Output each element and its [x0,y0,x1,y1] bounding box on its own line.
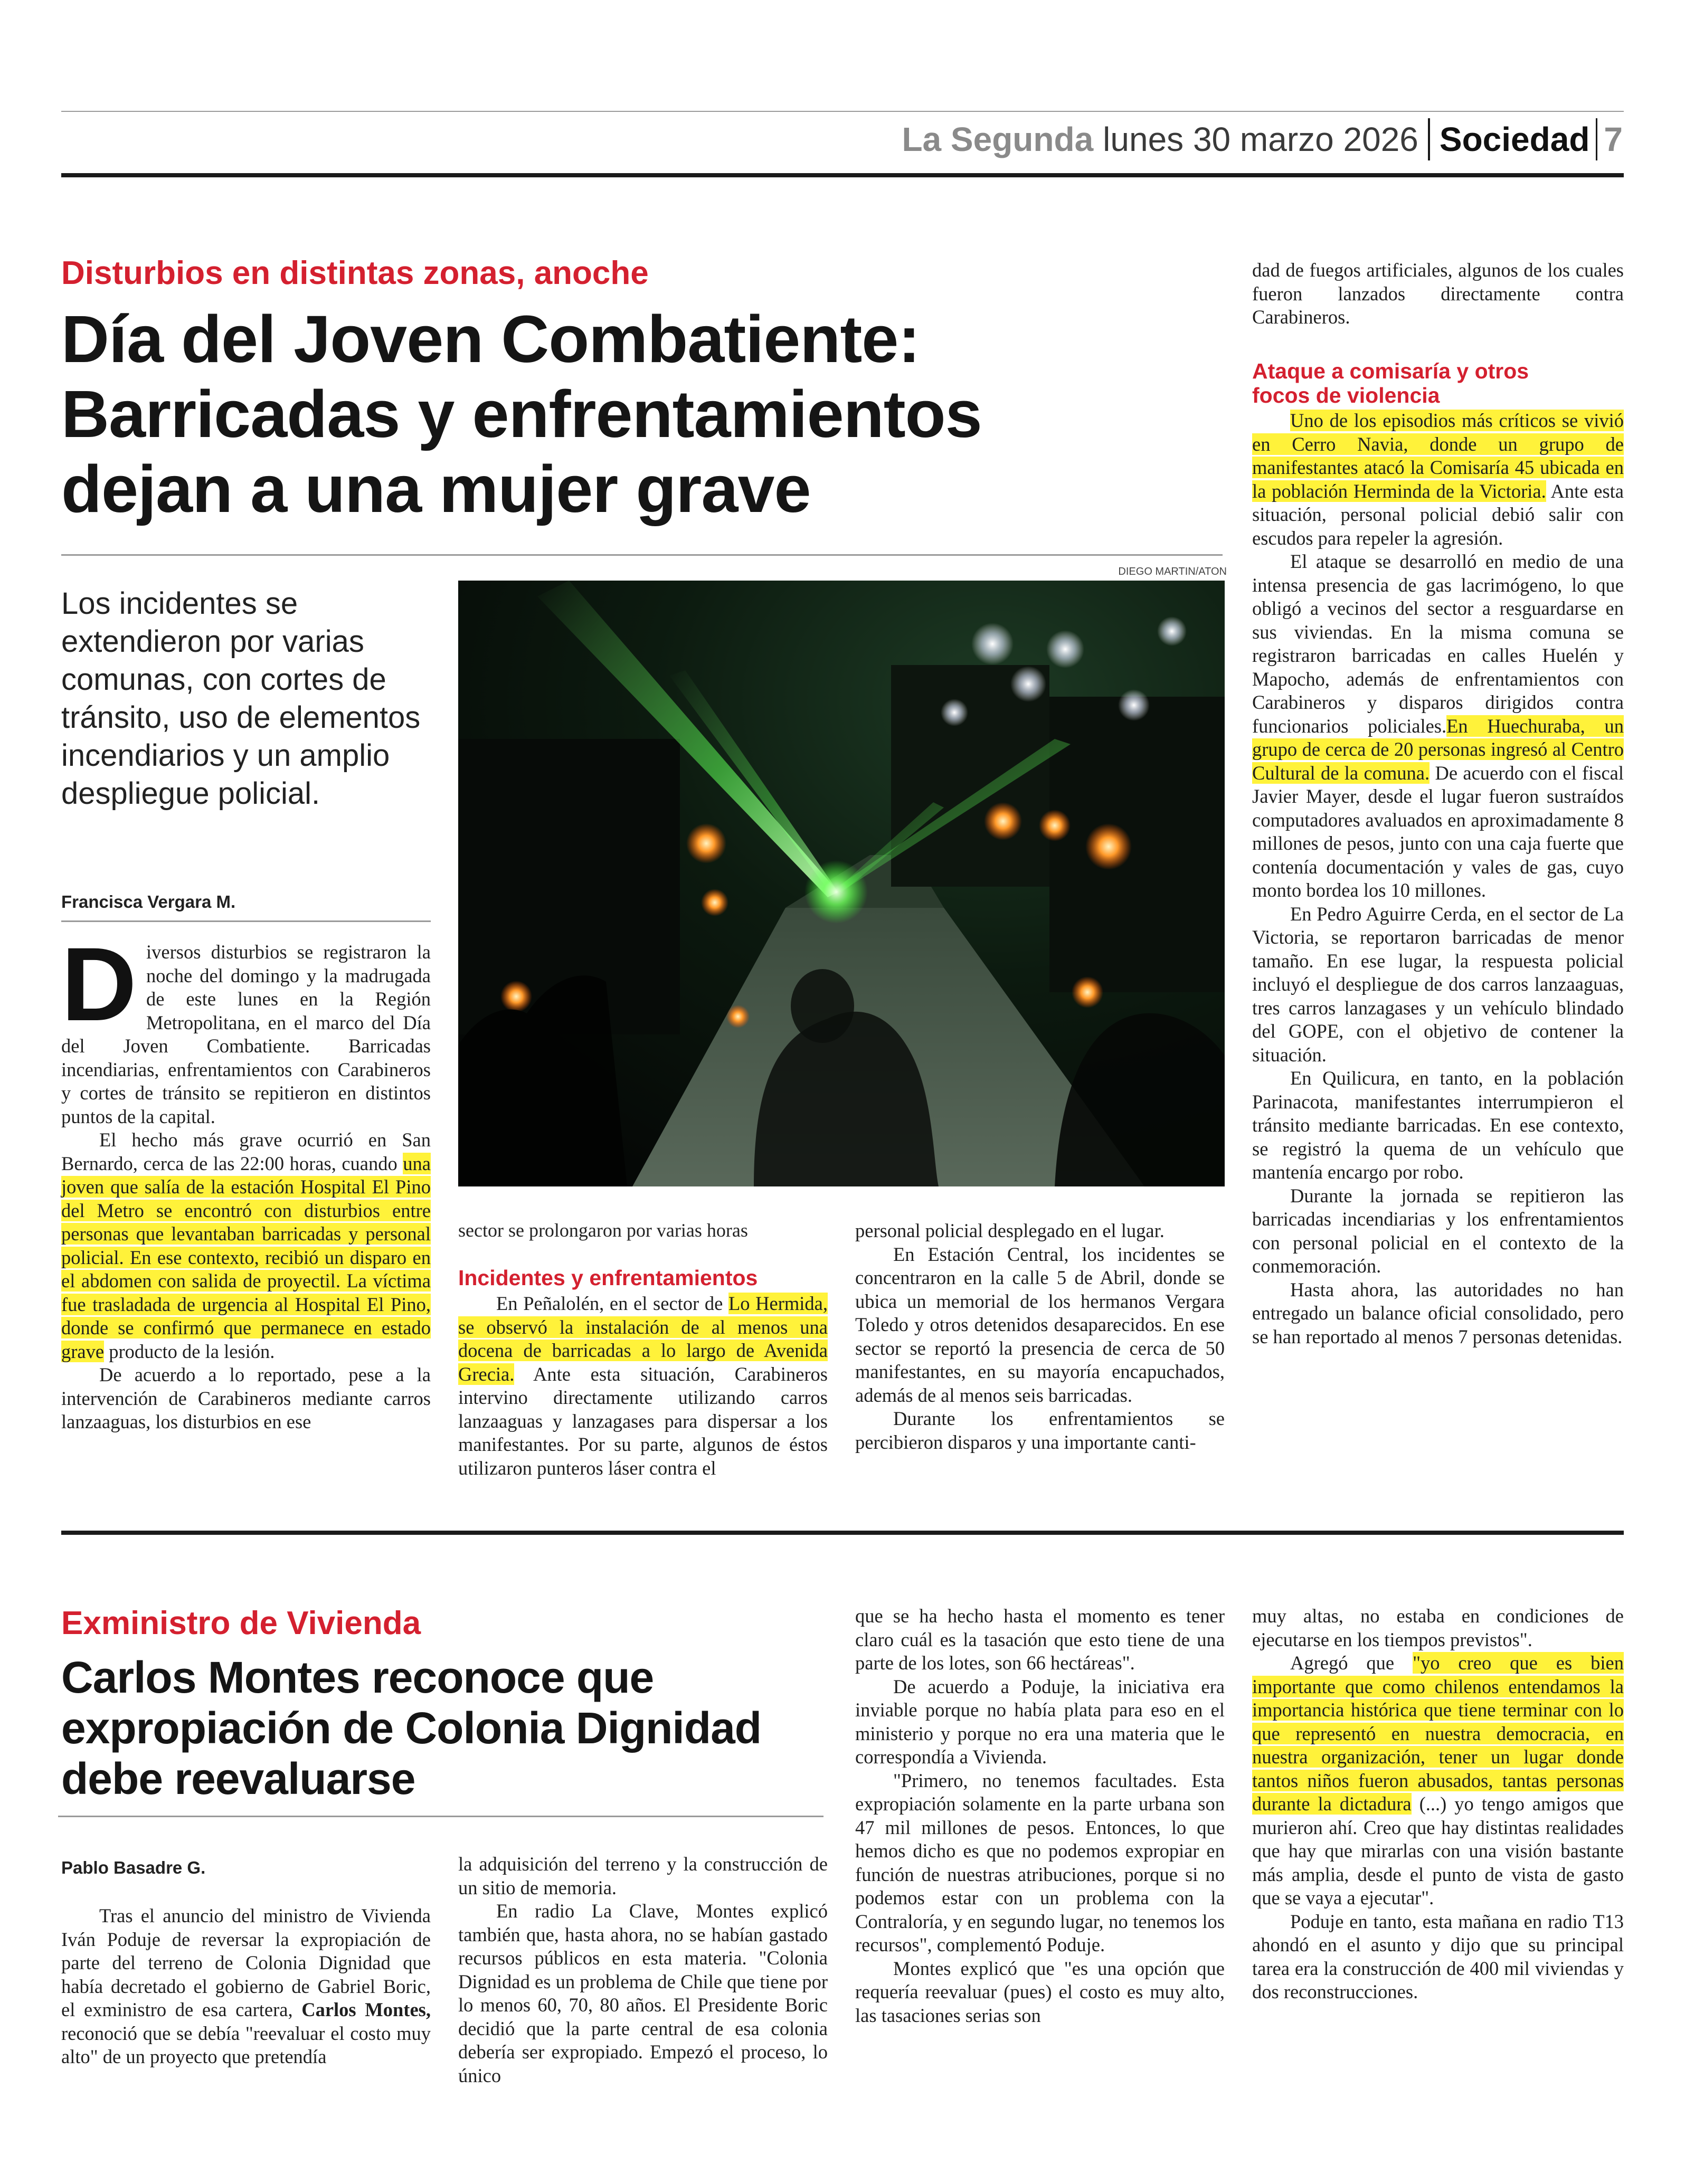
paragraph: De acuerdo a Poduje, la iniciativa era inviable porque no había plata para eso en el ministerio y porque no era una materia que le correspondía a Vivienda. [855,1675,1225,1768]
paragraph: muy altas, no estaba en condiciones de ejecutarse en los tiempos previstos". [1252,1605,1624,1650]
highlighted-text: Lo Hermida, se observó la instalación de al menos una docena de barricadas a lo largo de Avenida Grecia. [458,1293,828,1385]
masthead-page-number: 7 [1604,120,1623,158]
article1-byline: Francisca Vergara M. [61,892,236,911]
headline-line: dejan a una mujer grave [61,452,811,526]
highlighted-text: Uno de los episodios más críticos se vivió en Cerro Navia, donde un grupo de manifestantes atacó la Comisaría 45 ubicada en la población Herminda de la Victoria. [1252,410,1624,502]
masthead-date: lunes 30 marzo 2026 [1103,120,1418,158]
article1-dek: Los incidentes se extendieron por varias comunas, con cortes de tránsito, uso de elementos incendiarios y un amplio despliegue policial. [61,586,421,811]
article2-column-3 [855,1604,1225,2027]
top-thin-rule [61,111,1624,112]
paragraph-text: Agregó que [1290,1652,1413,1674]
article1-column-2-continuation: sector se prolongaron por varias horas [458,1220,748,1241]
paragraph: Durante los enfrentamientos se percibieron disparos y una importante canti- [855,1408,1225,1453]
paragraph: dad de fuegos artificiales, algunos de los cuales fueron lanzados directamente contra Carabineros. [1252,259,1624,328]
article1-kicker: Disturbios en distintas zonas, anoche [61,255,649,291]
article1-subhead-incidentes: Incidentes y enfrentamientos [458,1266,758,1290]
headline-line: Día del Joven Combatiente: [61,302,920,376]
masthead-section: Sociedad [1439,120,1590,158]
article2-headline-rule [58,1816,823,1817]
paragraph-text: En Peñalolén, en el sector de [496,1293,728,1314]
paragraph: la adquisición del terreno y la construcción de un sitio de memoria. [458,1853,828,1898]
article2-byline: Pablo Basadre G. [61,1858,206,1877]
article2-column-1 [61,1904,431,2069]
article1-subhead-ataque: Ataque a comisaría y otros focos de violencia [1252,359,1529,407]
highlighted-text: una joven que salía de la estación Hospital El Pino del Metro se encontró con disturbios entre personas que levantaban barricadas y personal policial. En ese contexto, recibió un disparo en el abdomen con salida de proyectil. La víctima fue trasladada de urgencia al Hospital El Pino, donde se confirmó que permanece en estado grave [61,1152,431,1362]
masthead-paper-name: La Segunda [902,120,1094,158]
paragraph-text: De acuerdo con el fiscal Javier Mayer, desde el lugar fueron sustraídos computadores avaluados en aproximadamente 8 millones de pesos, junto con una caja fuerte que contenía documentación y vales de gas, cuyo monto bordea los 10 millones. [1252,762,1624,901]
headline-line: Carlos Montes reconoce que [61,1653,654,1702]
paragraph: De acuerdo a lo reportado, pese a la intervención de Carabineros mediante carros lanzaaguas, los disturbios en ese [61,1364,431,1432]
paragraph: que se ha hecho hasta el momento es tener claro cuál es la tasación que esto tiene de una parte de los lotes, son 66 hectáreas". [855,1605,1225,1674]
bold-name: Carlos Montes, [301,1999,431,2020]
article2-column-4 [1252,1604,1624,2004]
paragraph-text: Ante esta situación, Carabineros intervino directamente utilizando carros lanzaaguas y lanzagases para dispersar a los manifestantes. Por su parte, algunos de éstos utilizaron punteros láser contra el [458,1363,828,1479]
headline-rule [61,554,1223,556]
article2-kicker: Exministro de Vivienda [61,1605,421,1641]
article2-column-2 [458,1853,828,2087]
highlighted-text: En Huechuraba, un grupo de cerca de 20 personas ingresó al Centro Cultural de la comuna. [1252,715,1624,784]
paragraph: Poduje en tanto, esta mañana en radio T13 ahondó en el asunto y dijo que su principal tarea era la construcción de 400 mil viviendas y dos reconstrucciones. [1252,1910,1624,2002]
paragraph: En Estación Central, los incidentes se concentraron en la calle 5 de Abril, donde se ubica un memorial de los hermanos Vergara Toledo y otros detenidos desaparecidos. En ese sector se reportó la presencia de cerca de 50 manifestantes, en su mayoría encapuchados, además de al menos seis barricadas. [855,1243,1225,1406]
paragraph-text: El ataque se desarrolló en medio de una intensa presencia de gas lacrimógeno, lo que obligó a vecinos del sector a resguardarse en sus viviendas. En la misma comuna se registraron barricadas en calles Huelén y Mapocho, además de enfrentamientos con Carabineros y disparos dirigidos contra funcionarios policiales. [1252,550,1624,737]
article1-headline [61,302,982,527]
paragraph: En Pedro Aguirre Cerda, en el sector de La Victoria, se reportaron barricadas de menor tamaño. En ese lugar, la respuesta policial incluyó el despliegue de dos carros lanzaaguas, tres carros lanzagases y un vehículo blindado del GOPE, con el objetivo de contener la situación. [1252,903,1624,1066]
paragraph: personal policial desplegado en el lugar. [855,1220,1165,1241]
barricade-fire [686,823,726,863]
headline-line: debe reevaluarse [61,1754,415,1803]
paragraph: Durante la jornada se repitieron las barricadas incendiarias y los enfrentamientos con personal policial en el contexto de la conmemoración. [1252,1184,1624,1277]
article-divider [61,1531,1624,1535]
masthead [902,117,1623,162]
drop-cap: D [61,926,137,1042]
byline-rule [61,920,431,922]
masthead-rule [61,173,1624,177]
paragraph-text: El hecho más grave ocurrió en San Bernardo, cerca de las 22:00 horas, cuando [61,1129,431,1174]
highlighted-text: "yo creo que es bien importante que como chilenos entendamos la importancia histórica que tiene terminar con lo que representó en nuestra democracia, en nuestra organización, tener un lugar donde tantos niños fueron abusados, tantas personas durante la dictadura [1252,1652,1624,1815]
paragraph: iversos disturbios se registraron la noche del domingo y la madrugada de este lunes en la Región Metropolitana, en el marco del Día del Joven Combatiente. Barricadas incendiarias, enfrentamientos con Carabineros y cortes de tránsito se repitieron en distintos puntos de la capital. [61,941,431,1127]
masthead-divider [1428,118,1430,160]
paragraph-text: producto de la lesión. [104,1340,275,1362]
article1-column-3 [855,1219,1225,1454]
night-street-laser-scene [458,581,1225,1186]
headline-line: Barricadas y enfrentamientos [61,377,982,451]
article2-headline [61,1652,761,1804]
paragraph-text: Tras el anuncio del ministro de Vivienda Iván Poduje de reversar la expropiación de parte del terreno de Colonia Dignidad que había decretado el gobierno de Gabriel Boric, el exministro de esa cartera, [61,1905,431,2020]
article1-column-2 [458,1292,828,1480]
paragraph-text: reconoció que se debía "reevaluar el costo muy alto" de un proyecto que pretendía [61,2022,431,2067]
paragraph: Hasta ahora, las autoridades no han entregado un balance oficial consolidado, pero se han reportado al menos 7 personas detenidas. [1252,1278,1624,1347]
paragraph: Montes explicó que "es una opción que requería reevaluar (pues) el costo es muy alto, las tasaciones serias son [855,1957,1225,2026]
masthead-divider-2 [1596,118,1597,160]
paragraph-text: (...) yo tengo amigos que murieron ahí. Creo que hay distintas realidades que hay que mirarlas con una visión bastante más amplia, desde el punto de vista de gasto que se vaya a ejecutar". [1252,1793,1624,1908]
paragraph: En radio La Clave, Montes explicó también que, hasta ahora, no se habían gastado recursos públicos en esta materia. "Colonia Dignidad es un problema de Chile que tiene por lo menos 60, 70, 80 años. El Presidente Boric decidió que la parte central de esa colonia debería ser expropiado. Empezó el proceso, lo único [458,1900,828,2086]
article1-column-1 [61,926,431,1434]
article1-column-4-top [1252,259,1624,329]
article1-photo [458,581,1225,1186]
article1-column-4 [1252,409,1624,1349]
paragraph-text: Ante esta situación, personal policial debió salir con escudos para repeler la agresión. [1252,480,1624,549]
laser-point [804,860,868,924]
headline-line: expropiación de Colonia Dignidad [61,1703,762,1753]
photo-credit: DIEGO MARTIN/ATON [1118,566,1227,577]
paragraph: "Primero, no tenemos facultades. Esta expropiación solamente en la parte urbana son 47 mil millones de pesos. Entonces, lo que hemos dicho es que no podemos expropiar en función de nuestras atribuciones, porque si no podemos estar con un problema con la Contraloría, y en segundo lugar, no tenemos los recursos", complementó Poduje. [855,1769,1225,1955]
paragraph: En Quilicura, en tanto, en la población Parinacota, manifestantes interrumpieron el tránsito mediante barricadas. En ese contexto, se registró la quema de un vehículo que mantenía encargo por robo. [1252,1067,1624,1183]
